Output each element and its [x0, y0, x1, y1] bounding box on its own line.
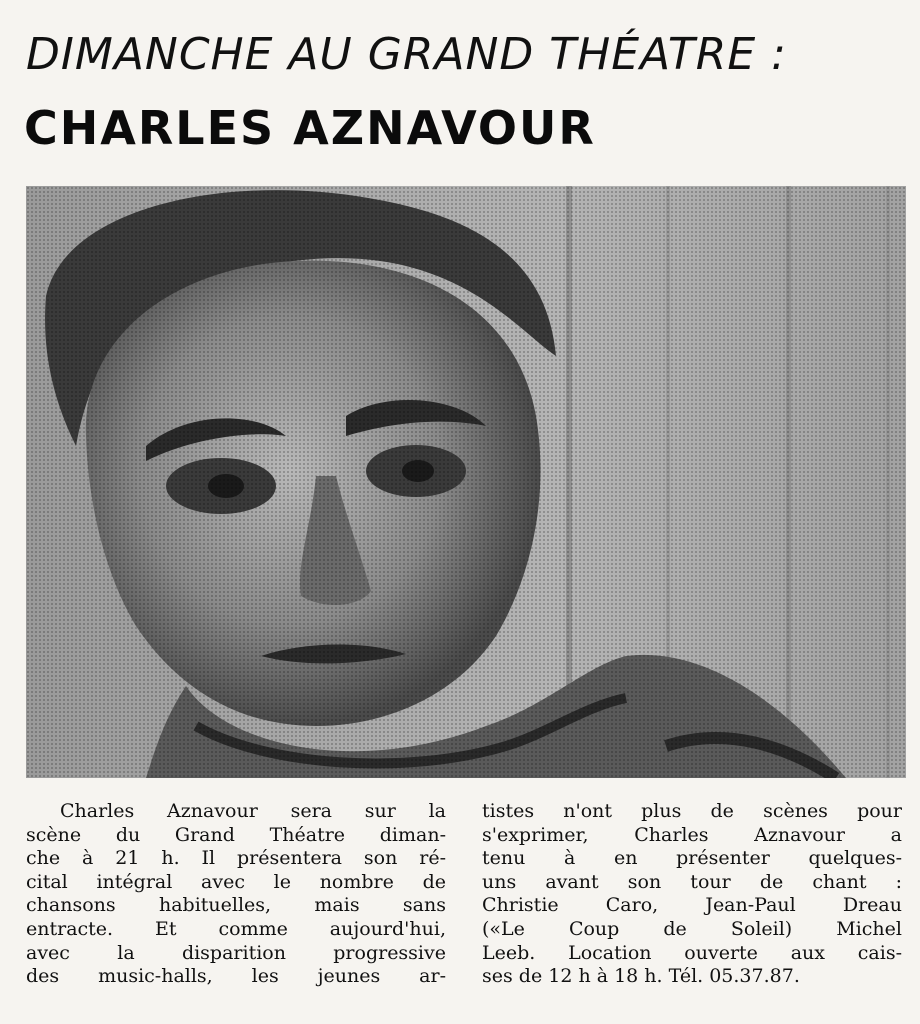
portrait-photo-icon [26, 186, 906, 778]
article-column-left [26, 800, 446, 989]
article-line: uns avant son tour de chant : [482, 870, 902, 893]
article-line: Leeb. Location ouverte aux cais- [482, 941, 902, 964]
article-line: tenu à en présenter quelques- [482, 847, 902, 870]
article-line: avec la disparition progressive [26, 941, 446, 964]
article-line: ses de 12 h à 18 h. Tél. 05.37.87. [482, 965, 800, 988]
article-line: Christie Caro, Jean-Paul Dreau [482, 894, 902, 917]
article-line: («Le Coup de Soleil) Michel [482, 917, 902, 940]
article-line: chansons habituelles, mais sans [26, 894, 446, 917]
article-line: tistes n'ont plus de scènes pour [482, 800, 902, 822]
article-line: che à 21 h. Il présentera son ré- [26, 847, 446, 870]
article-column-right [482, 800, 902, 989]
headline-line-1: DIMANCHE AU GRAND THÉATRE : [26, 29, 787, 80]
article-line: scène du Grand Théatre diman- [26, 823, 446, 846]
article-line: des music-halls, les jeunes ar- [26, 965, 446, 988]
article-line: Charles Aznavour sera sur la [60, 800, 446, 822]
article-line: s'exprimer, Charles Aznavour a [482, 823, 902, 846]
article-line: entracte. Et comme aujourd'hui, [26, 917, 446, 940]
portrait-photo [26, 186, 906, 778]
article-line: cital intégral avec le nombre de [26, 870, 446, 893]
headline-line-2: CHARLES AZNAVOUR [24, 101, 596, 155]
